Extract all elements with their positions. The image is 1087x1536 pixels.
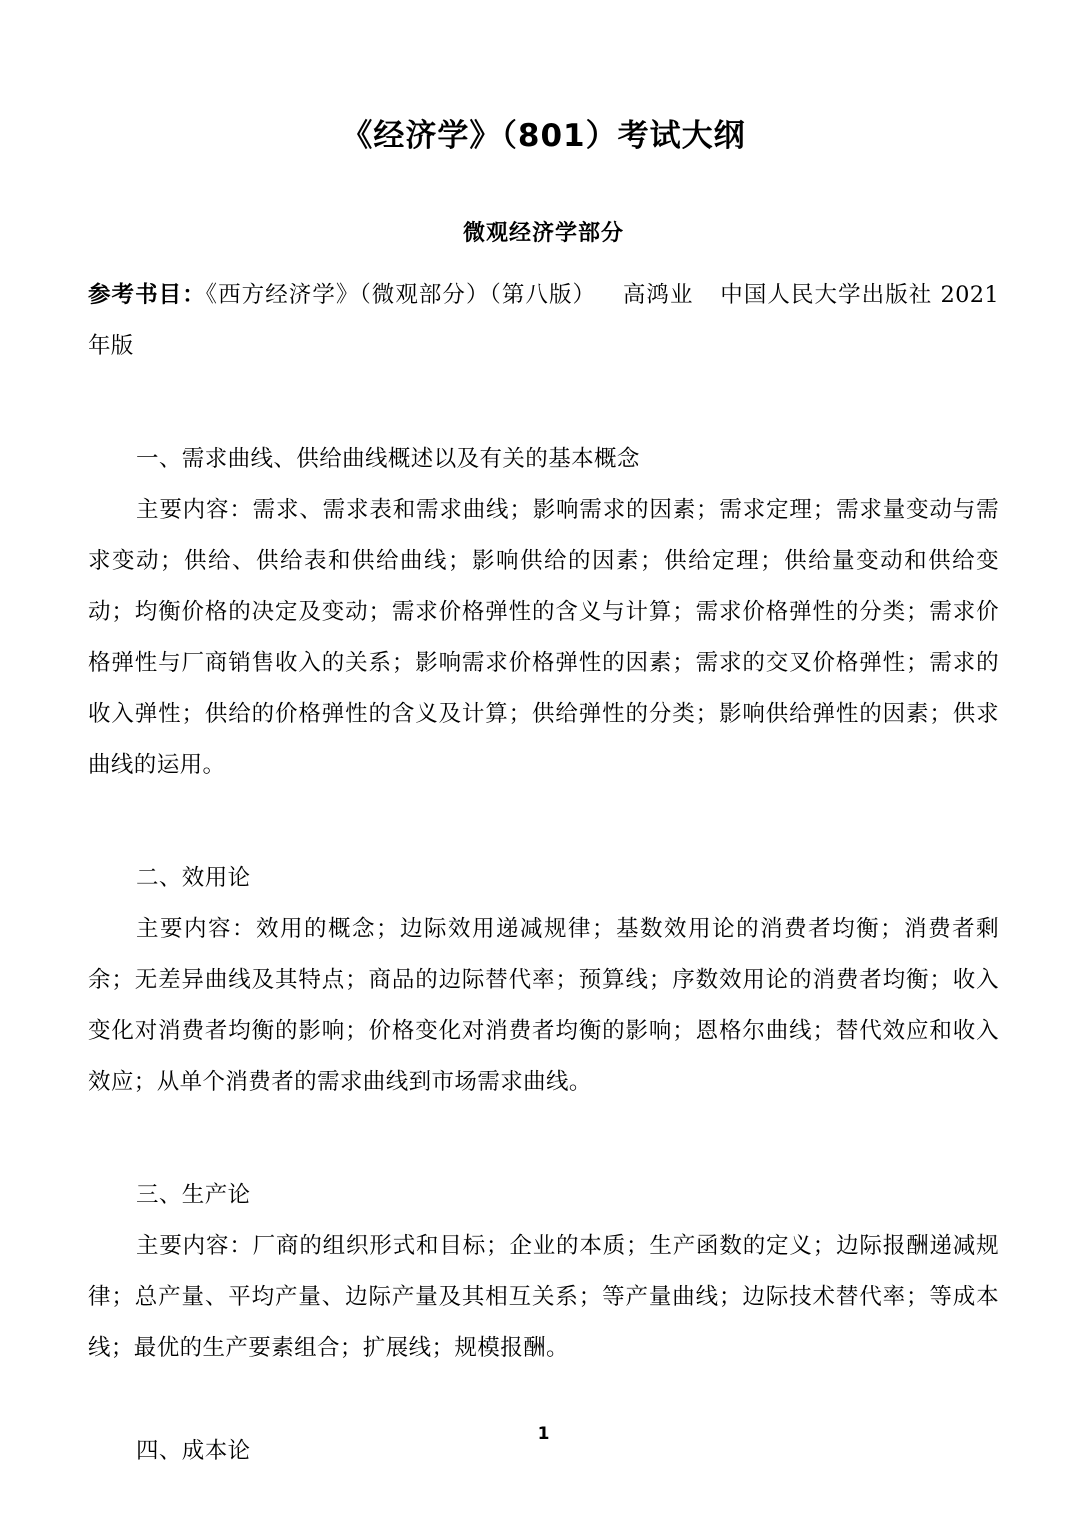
spacer-before-section-1: [88, 372, 999, 434]
page-number: 1: [537, 1424, 550, 1444]
reference-label: 参考书目：: [88, 281, 206, 308]
section-heading-4: 四、成本论: [136, 1437, 251, 1464]
section-heading-1: 一、需求曲线、供给曲线概述以及有关的基本概念: [136, 445, 640, 472]
section-heading-3: 三、生产论: [136, 1181, 251, 1208]
spacer-before-section-2: [88, 791, 999, 853]
section-body-3: 主要内容：厂商的组织形式和目标；企业的本质；生产函数的定义；边际报酬递减规律；总产量、平均产量、边际产量及其相互关系；等产量曲线；边际技术替代率；等成本线；最优的生产要素组合；扩展线；规模报酬。: [88, 1232, 999, 1361]
part-title: 微观经济学部分: [462, 221, 624, 247]
section-body-1: 主要内容：需求、需求表和需求曲线；影响需求的因素；需求定理；需求量变动与需求变动；供给、供给表和供给曲线；影响供给的因素；供给定理；供给量变动和供给变动；均衡价格的决定及变动；需求价格弹性的含义与计算；需求价格弹性的分类；需求价格弹性与厂商销售收入的关系；影响需求价格弹性的因素；需求的交叉价格弹性；需求的收入弹性；供给的价格弹性的含义及计算；供给弹性的分类；影响供给弹性的因素；供求曲线的运用。: [88, 496, 999, 778]
page-title: 《经济学》（801）考试大纲: [341, 118, 746, 154]
section-body-2: 主要内容：效用的概念；边际效用递减规律；基数效用论的消费者均衡；消费者剩余；无差异曲线及其特点；商品的边际替代率；预算线；序数效用论的消费者均衡；收入变化对消费者均衡的影响；价格变化对消费者均衡的影响；恩格尔曲线；替代效应和收入效应；从单个消费者的需求曲线到市场需求曲线。: [88, 915, 999, 1095]
reference-book-title: 《西方经济学》（微观部分）（第八版）: [205, 281, 597, 308]
spacer-before-section-4: [88, 1374, 999, 1426]
reference-author: 高鸿业: [622, 281, 694, 308]
section-heading-2: 二、效用论: [136, 864, 251, 891]
page-content: [88, 0, 999, 1477]
spacer-before-section-3: [88, 1108, 999, 1170]
reference-publisher: 中国人民大学出版社 2021 年版: [88, 281, 999, 359]
reference-book-line: [88, 248, 999, 372]
